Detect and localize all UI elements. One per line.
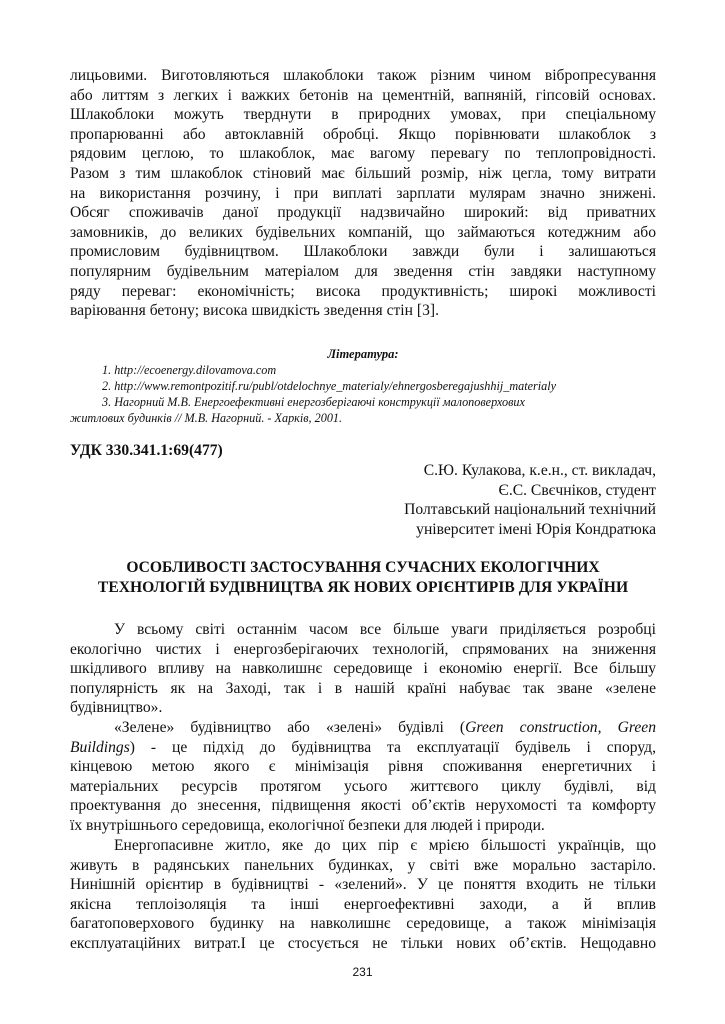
text-line: популярним будівельним матеріалом для зведення стін завдяки наступному [70, 262, 656, 280]
text-line: Шлакоблоки можуть тверднути в природних умовах, при спеціальному [70, 106, 656, 124]
paragraph-2 [70, 718, 656, 836]
text-line: їх внутрішнього середовища, екологічної безпеки для людей і природи. [70, 816, 545, 834]
title-line: ОСОБЛИВОСТІ ЗАСТОСУВАННЯ СУЧАСНИХ ЕКОЛОГІЧНИХ [126, 559, 600, 576]
text-line: на використання розчину, і при виплаті зарплати мулярам значно знижені. [70, 184, 656, 202]
text-line: У всьому світі останнім часом все більше уваги приділяється розробці [114, 621, 656, 638]
text-line: рядовим цеглою, то шлакоблок, має вагому перевагу по теплопровідності. [70, 145, 656, 163]
italic-term: Green construction, Green [465, 719, 657, 736]
top-paragraph [70, 66, 656, 321]
paragraph-1 [70, 620, 656, 718]
text-line: якісна теплоізоляція та інші енергоефективні заходи, а й вплив [70, 895, 656, 913]
affiliation-line: університет імені Юрія Кондратюка [416, 520, 656, 538]
reference-item: 1. http://ecoenergy.dilovamova.com [102, 363, 277, 377]
text-line: експлуатаційних витрат.І це стосується не тільки нових об’єктів. Нещодавно [70, 934, 656, 952]
text-line: Разом з тим шлакоблок стіновий має більший розмір, ніж цегла, тому витрати [70, 164, 656, 182]
paragraph-3 [70, 836, 656, 954]
title-line: ТЕХНОЛОГІЙ БУДІВНИЦТВА ЯК НОВИХ ОРІЄНТИРІВ ДЛЯ УКРАЇНИ [97, 578, 629, 596]
text-line: варіювання бетону; висока швидкість зведення стін [3]. [70, 302, 439, 320]
text-line: популярність як на Заході, так і в нашій країні набуває так зване «зелене [70, 679, 656, 697]
text-line: матеріальних ресурсів протягом усього життєвого циклу будівлі, від [70, 777, 656, 795]
text-line: промисловим будівництвом. Шлакоблоки завжди були і залишаються [70, 243, 656, 261]
text-line [70, 718, 656, 738]
text-line: Енергопасивне житло, яке до цих пір є мрією більшості українців, що [114, 837, 656, 854]
text-line: багатоповерхового будинку на навколишнє середовище, а також мінімізація [70, 915, 656, 933]
udk-code: УДК 330.341.1:69(477) [70, 442, 223, 459]
text-line: або литтям з легких і важких бетонів на цементній, вапняній, гіпсовій основах. [70, 86, 656, 104]
text-line: пропарюванні або автоклавній обробці. Якщо порівнювати шлакоблок з [70, 125, 656, 143]
text-line: кінцевою метою якого є мінімізація рівня споживання енергетичних і [70, 758, 656, 776]
text-line: Обсяг споживачів даної продукції надзвичайно широкий: від приватних [70, 204, 656, 222]
italic-term: Buildings [70, 738, 130, 756]
authors-block [404, 461, 656, 539]
reference-item-continuation: житлових будинків // М.В. Нагорний. - Харків, 2001. [70, 411, 343, 425]
text-line: шкідливого впливу на навколишнє середовище і економію енергії. Все більшу [70, 660, 656, 678]
text-line: ряду переваг: економічність; висока продуктивність; широкі можливості [70, 282, 656, 300]
references-list [70, 362, 656, 426]
article-title [70, 558, 656, 597]
text-line: будівництво». [70, 699, 163, 717]
author-line: Є.С. Свєчніков, студент [498, 481, 656, 499]
text-segment: ) - це підхід до будівництва та експлуатації будівель і споруд, [129, 738, 656, 756]
reference-item: 3. Нагорний М.В. Енергоефективні енергозберігаючі конструкції малоповерхових [102, 395, 525, 409]
page-number: 231 [352, 965, 373, 979]
text-line: живуть в радянських панельних будинках, у світі вже морально застаріло. [70, 856, 656, 874]
author-line: С.Ю. Кулакова, к.е.н., ст. викладач, [423, 462, 656, 479]
text-line: лицьовими. Виготовляються шлакоблоки також різним чином вібропресування [70, 67, 656, 84]
affiliation-line: Полтавський національний технічний [404, 501, 656, 519]
text-line: Нинішній орієнтир в будівництві - «зелений». У це поняття входить не тільки [70, 876, 656, 894]
reference-item: 2. http://www.remontpozitif.ru/publ/otdelochnye_materialy/ehnergosberegajushhij_materialy [102, 379, 557, 393]
references-heading: Література: [327, 347, 399, 361]
text-line: проектування до знесення, підвищення якості об’єктів нерухомості та комфорту [70, 797, 656, 815]
text-line: екологічно чистих і енергозберігаючих технологій, спрямованих на зниження [70, 640, 656, 658]
text-line: замовників, до великих будівельних компаній, що займаються котеджним або [70, 223, 656, 241]
text-line [70, 738, 656, 758]
text-segment: «Зелене» будівництво або «зелені» будівлі ( [114, 719, 466, 736]
